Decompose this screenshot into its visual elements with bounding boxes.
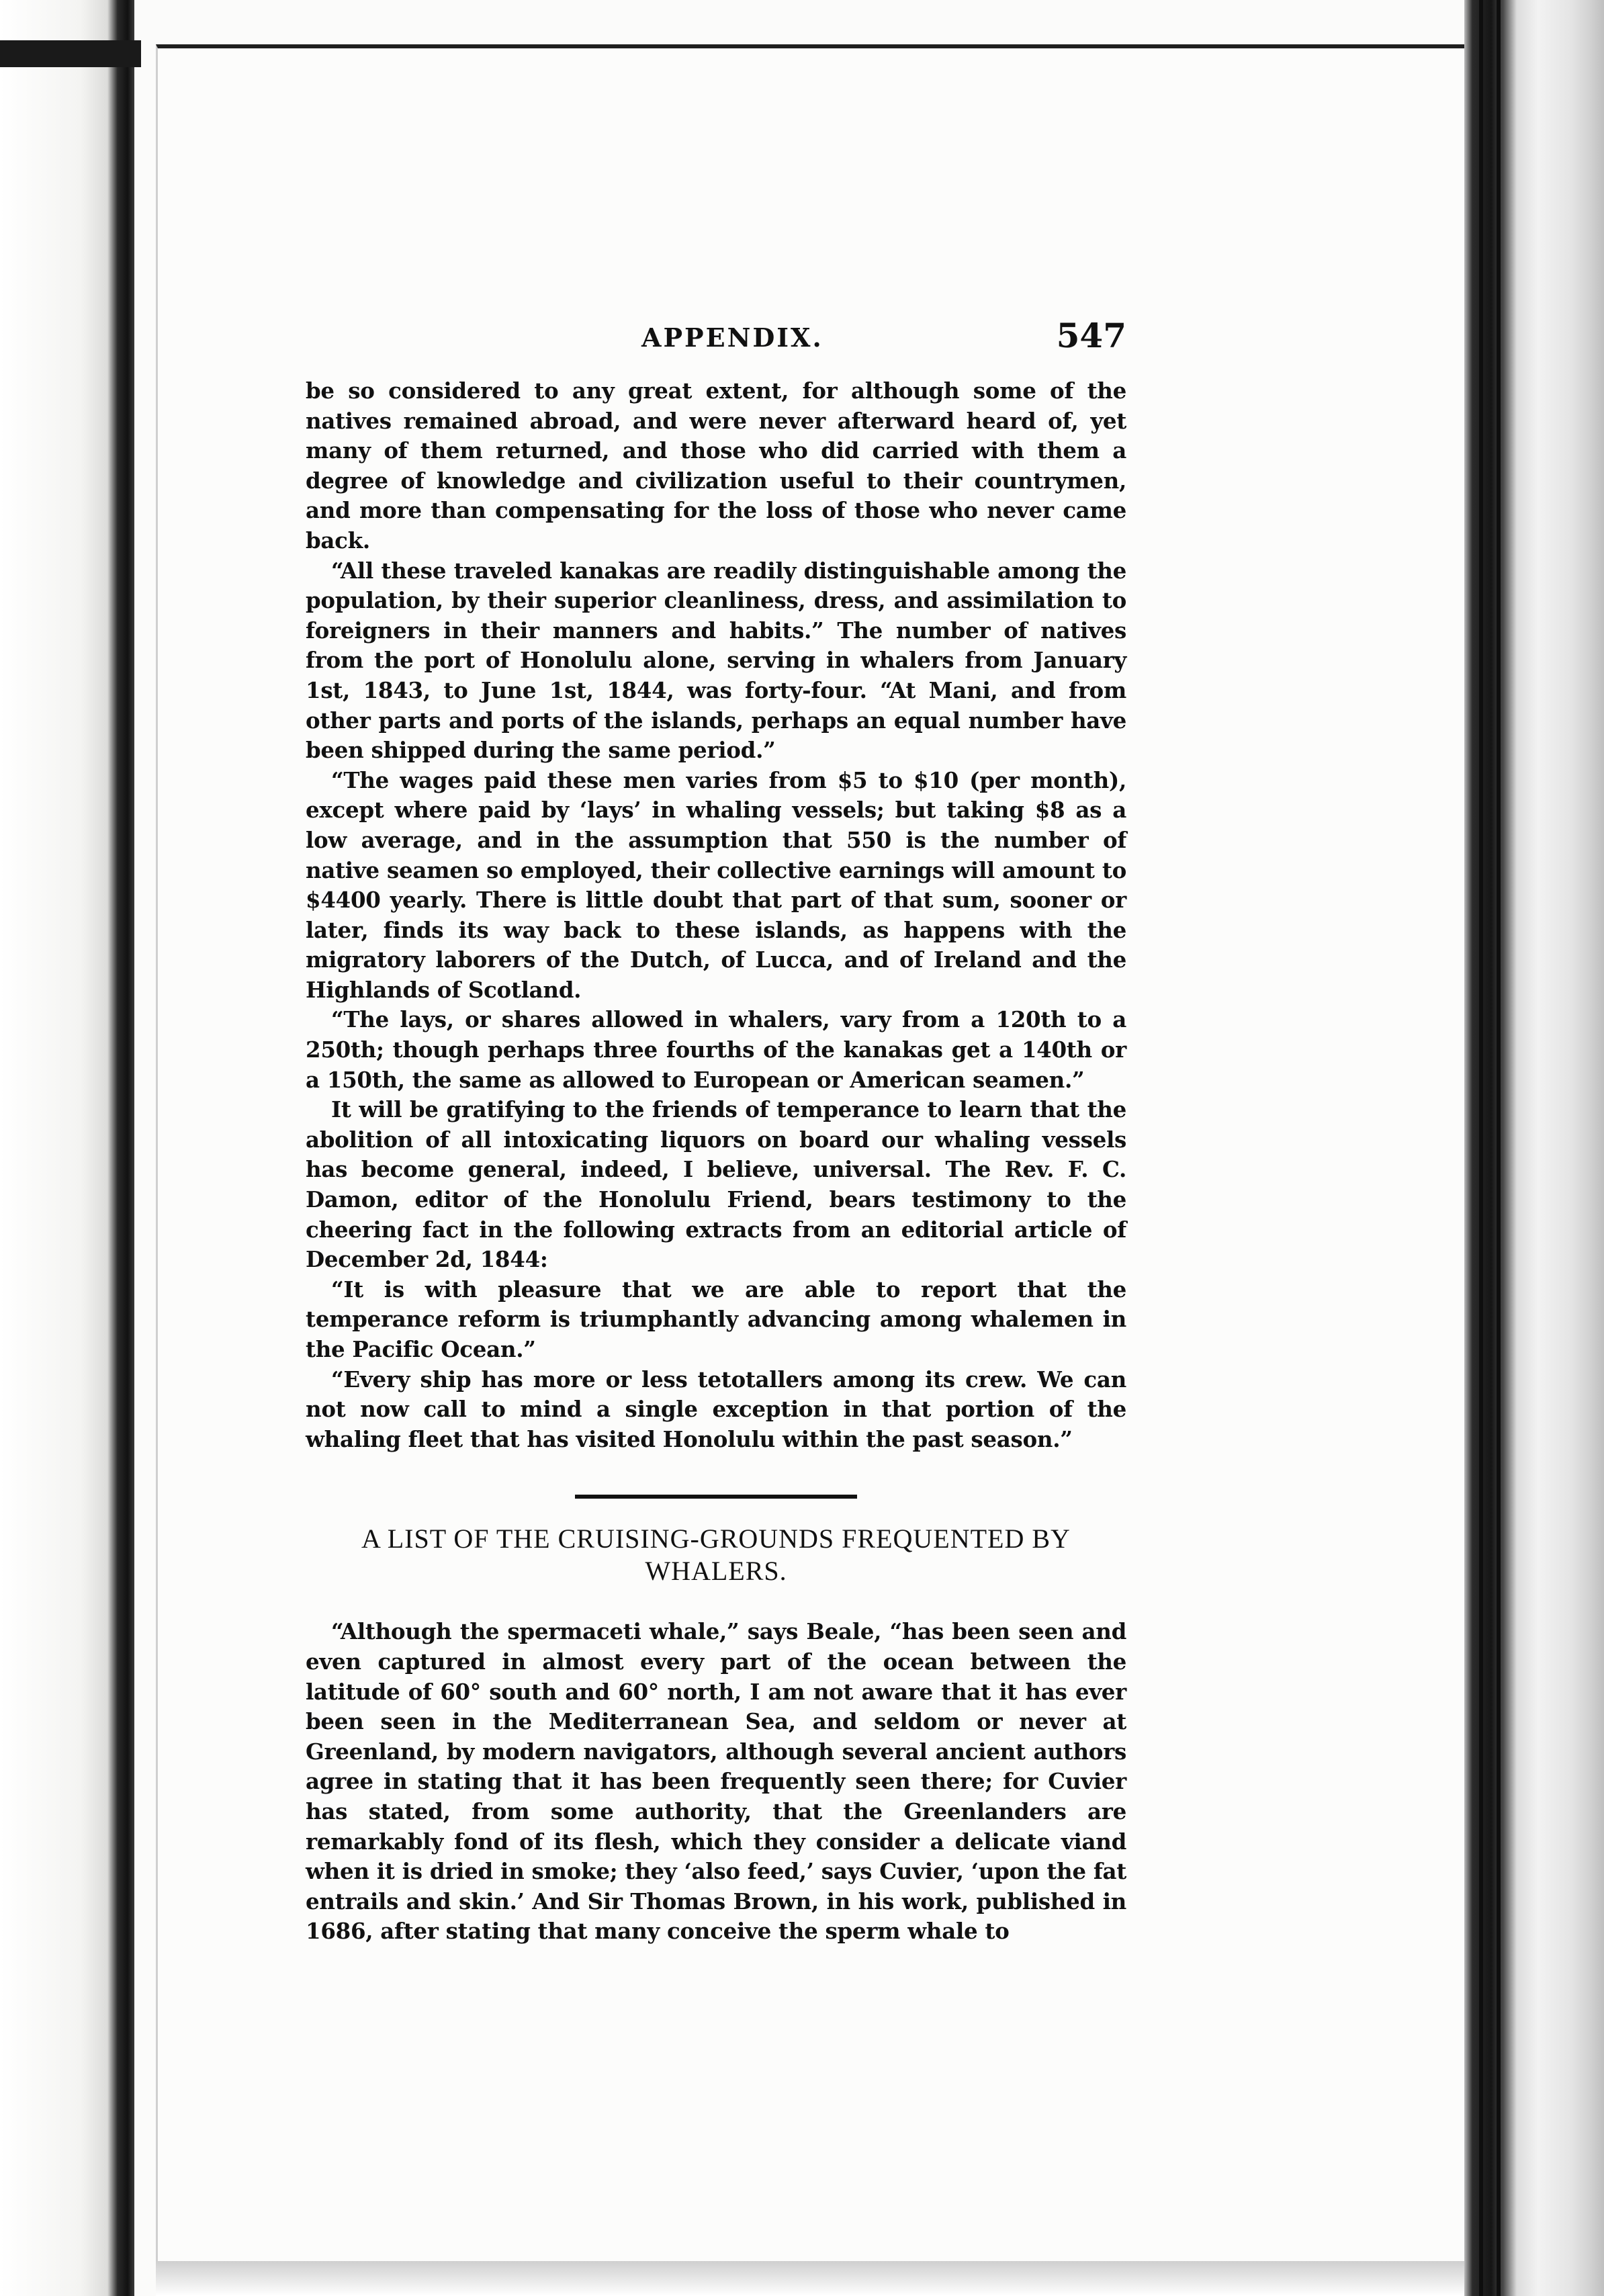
paragraph: “The lays, or shares allowed in whalers, vary from a 120th to a 250th; though perhaps three fourths of the kanakas get a 140th or a 150th, the same as allowed to European or American seamen.” [306, 1006, 1126, 1093]
section-heading-line: A LIST OF THE CRUISING-GROUNDS FREQUENTED BY [361, 1524, 1071, 1554]
spine-line [1479, 0, 1483, 2296]
page-bottom-shadow [156, 2261, 1464, 2296]
running-head [306, 316, 1126, 369]
book-spine-edge [1464, 0, 1604, 2296]
section-body [306, 1617, 1126, 1947]
section-divider [575, 1495, 857, 1499]
body-text [306, 376, 1126, 1454]
paragraph: “Although the spermaceti whale,” says Beale, “has been seen and even captured in almost every part of the ocean between the latitude of 60° south and 60° north, I am not aware that it has ever been seen in the Mediterranean Sea, and seldom or never at Greenland, by modern navigators, although several ancient authors agree in stating that it has been frequently seen there; for Cuvier has stated, from some authority, that the Greenlanders are remarkably fond of its flesh, which they consider a delicate viand when it is dried in smoke; they ‘also feed,’ says Cuvier, ‘upon the fat entrails and skin.’ And Sir Thomas Brown, in his work, published in 1686, after stating that many conceive the sperm whale to [306, 1618, 1126, 1945]
paragraph: “It is with pleasure that we are able to report that the temperance reform is triumphantly advancing among whalemen in the Pacific Ocean.” [306, 1276, 1126, 1362]
page-number: 547 [1056, 316, 1126, 355]
page-content [306, 316, 1126, 1947]
paragraph: be so considered to any great extent, for although some of the natives remained abroad, and were never afterward heard of, yet many of them returned, and those who did carried with them a degree of knowledge and civilization useful to their countrymen, and more than compensating for the loss of those who never came back. [306, 378, 1126, 554]
paragraph: It will be gratifying to the friends of temperance to learn that the abolition of all intoxicating liquors on board our whaling vessels has become general, indeed, I believe, universal. The Rev. F. C. Damon, editor of the Honolulu Friend, bears testimony to the cheering fact in the following extracts from an editorial article of December 2d, 1844: [306, 1096, 1126, 1273]
section-heading-line: WHALERS. [645, 1556, 787, 1587]
binding-shadow [0, 40, 141, 67]
facing-page-edge [0, 0, 134, 2296]
paragraph: “All these traveled kanakas are readily distinguishable among the population, by their superior cleanliness, dress, and assimilation to foreigners in their manners and habits.” The number of natives from the port of Honolulu alone, serving in whalers from January 1st, 1843, to June 1st, 1844, was forty-four. “At Mani, and from other parts and ports of the islands, perhaps an equal number have been shipped during the same period.” [306, 557, 1126, 764]
running-head-title: APPENDIX. [641, 322, 823, 353]
section-heading [306, 1523, 1126, 1587]
spine-line [1497, 0, 1501, 2296]
paragraph: “Every ship has more or less tetotallers among its crew. We can not now call to mind a single exception in that portion of the whaling fleet that has visited Honolulu within the past season.” [306, 1366, 1126, 1452]
paragraph: “The wages paid these men varies from $5 to $10 (per month), except where paid by ‘lays’ in whaling vessels; but taking $8 as a low average, and in the assumption that 550 is the number of native seamen so employed, their collective earnings will amount to $4400 yearly. There is little doubt that part of that sum, sooner or later, finds its way back to these islands, as happens with the migratory laborers of the Dutch, of Lucca, and of Ireland and the Highlands of Scotland. [306, 766, 1126, 1003]
